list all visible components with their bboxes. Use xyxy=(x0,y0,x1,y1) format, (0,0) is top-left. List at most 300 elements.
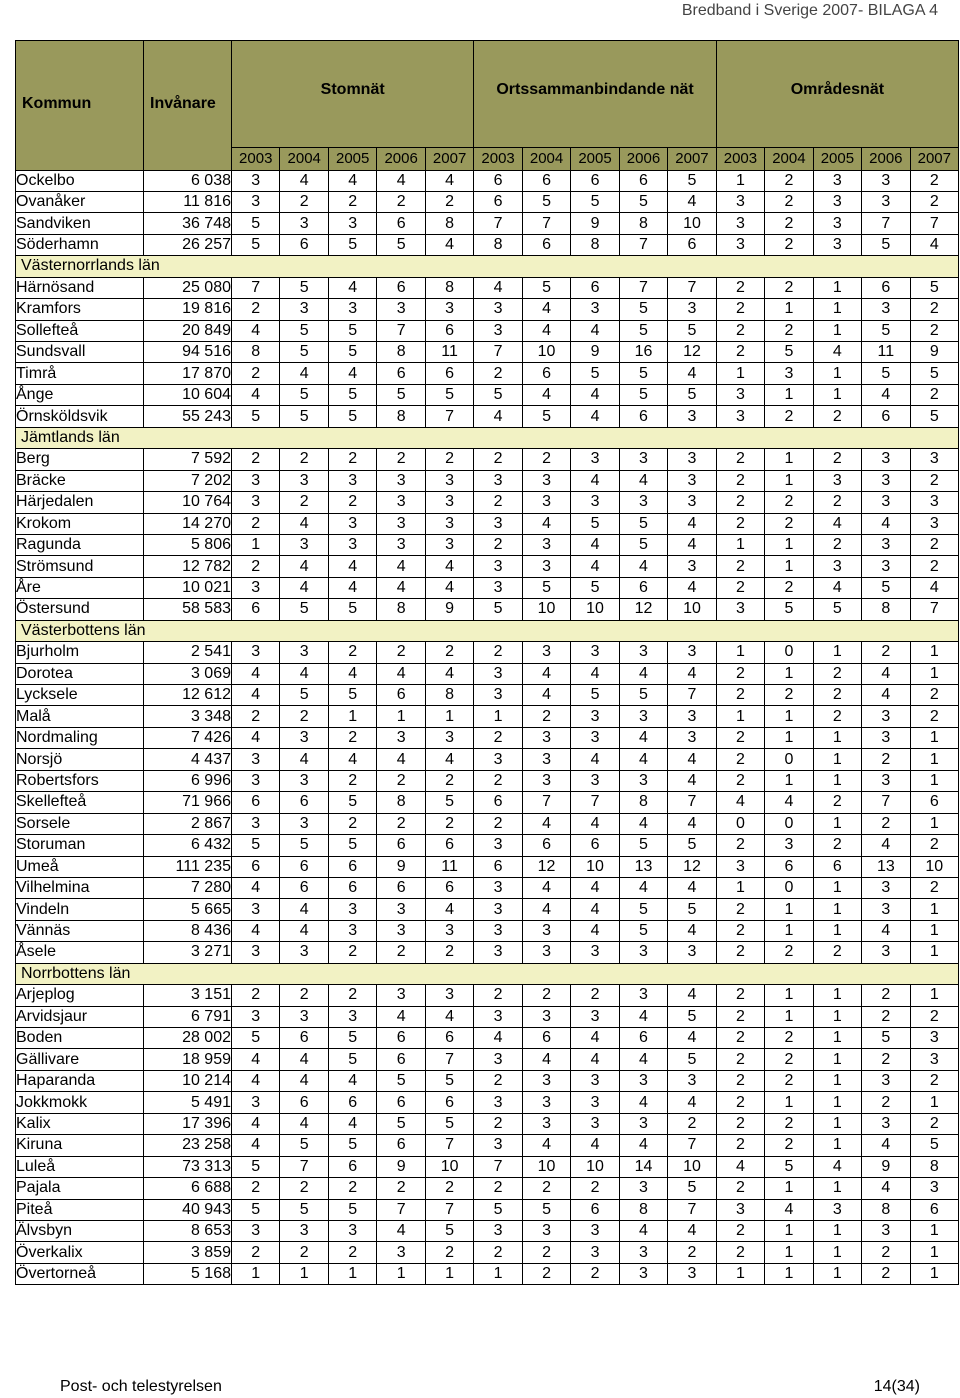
value-cell: 6 xyxy=(619,577,667,598)
value-cell: 2 xyxy=(716,1092,764,1113)
table-row xyxy=(16,213,959,234)
kommun-cell: Boden xyxy=(16,1028,144,1049)
value-cell: 7 xyxy=(377,320,425,341)
value-cell: 4 xyxy=(280,749,328,770)
value-cell: 2 xyxy=(232,706,280,727)
value-cell: 4 xyxy=(619,813,667,834)
value-cell: 1 xyxy=(813,985,861,1006)
value-cell: 6 xyxy=(571,277,619,298)
value-cell: 3 xyxy=(474,942,522,963)
value-cell: 4 xyxy=(280,899,328,920)
value-cell: 14 xyxy=(619,1156,667,1177)
value-cell: 2 xyxy=(910,470,958,491)
value-cell: 5 xyxy=(619,920,667,941)
table-row xyxy=(16,706,959,727)
year-header: 2005 xyxy=(571,147,619,170)
value-cell: 3 xyxy=(571,1242,619,1263)
value-cell: 5 xyxy=(910,1135,958,1156)
value-cell: 9 xyxy=(377,1156,425,1177)
kommun-cell: Sundsvall xyxy=(16,342,144,363)
value-cell: 2 xyxy=(765,685,813,706)
value-cell: 3 xyxy=(377,299,425,320)
kommun-cell: Pajala xyxy=(16,1178,144,1199)
value-cell: 10 xyxy=(571,1156,619,1177)
invanare-cell: 26 257 xyxy=(144,234,232,255)
value-cell: 2 xyxy=(716,899,764,920)
table-row xyxy=(16,191,959,212)
value-cell: 1 xyxy=(910,663,958,684)
value-cell: 4 xyxy=(328,363,376,384)
value-cell: 5 xyxy=(910,363,958,384)
kommun-cell: Ånge xyxy=(16,384,144,405)
table-row xyxy=(16,363,959,384)
value-cell: 3 xyxy=(425,985,473,1006)
value-cell: 3 xyxy=(232,642,280,663)
value-cell: 10 xyxy=(668,1156,716,1177)
value-cell: 5 xyxy=(765,342,813,363)
value-cell: 6 xyxy=(377,1049,425,1070)
value-cell: 1 xyxy=(328,706,376,727)
page-footer xyxy=(60,1378,920,1396)
value-cell: 2 xyxy=(862,1242,910,1263)
value-cell: 2 xyxy=(522,1178,570,1199)
value-cell: 3 xyxy=(280,727,328,748)
value-cell: 2 xyxy=(232,513,280,534)
value-cell: 4 xyxy=(716,792,764,813)
value-cell: 3 xyxy=(474,299,522,320)
value-cell: 5 xyxy=(377,1113,425,1134)
value-cell: 5 xyxy=(232,213,280,234)
invanare-cell: 4 437 xyxy=(144,749,232,770)
value-cell: 4 xyxy=(280,363,328,384)
value-cell: 3 xyxy=(716,406,764,427)
value-cell: 7 xyxy=(522,213,570,234)
value-cell: 5 xyxy=(280,384,328,405)
value-cell: 2 xyxy=(522,985,570,1006)
table-row xyxy=(16,406,959,427)
value-cell: 8 xyxy=(619,792,667,813)
invanare-cell: 6 038 xyxy=(144,170,232,191)
value-cell: 3 xyxy=(862,1220,910,1241)
value-cell: 4 xyxy=(280,1113,328,1134)
value-cell: 3 xyxy=(474,1006,522,1027)
value-cell: 6 xyxy=(910,792,958,813)
value-cell: 4 xyxy=(619,1049,667,1070)
value-cell: 2 xyxy=(813,835,861,856)
value-cell: 3 xyxy=(474,1092,522,1113)
value-cell: 4 xyxy=(862,685,910,706)
value-cell: 4 xyxy=(425,1006,473,1027)
value-cell: 2 xyxy=(862,1049,910,1070)
value-cell: 2 xyxy=(910,320,958,341)
value-cell: 3 xyxy=(232,1006,280,1027)
value-cell: 2 xyxy=(716,492,764,513)
value-cell: 1 xyxy=(765,663,813,684)
value-cell: 3 xyxy=(425,492,473,513)
value-cell: 7 xyxy=(522,792,570,813)
value-cell: 4 xyxy=(813,577,861,598)
value-cell: 4 xyxy=(425,749,473,770)
value-cell: 5 xyxy=(377,384,425,405)
value-cell: 3 xyxy=(571,942,619,963)
value-cell: 6 xyxy=(280,234,328,255)
value-cell: 1 xyxy=(765,706,813,727)
value-cell: 1 xyxy=(813,320,861,341)
value-cell: 2 xyxy=(377,642,425,663)
invanare-cell: 3 859 xyxy=(144,1242,232,1263)
value-cell: 5 xyxy=(862,320,910,341)
value-cell: 4 xyxy=(522,663,570,684)
invanare-cell: 7 280 xyxy=(144,877,232,898)
table-row xyxy=(16,1092,959,1113)
value-cell: 4 xyxy=(377,1006,425,1027)
value-cell: 4 xyxy=(813,1156,861,1177)
value-cell: 3 xyxy=(522,920,570,941)
value-cell: 2 xyxy=(813,492,861,513)
value-cell: 11 xyxy=(425,856,473,877)
invanare-cell: 6 791 xyxy=(144,1006,232,1027)
value-cell: 7 xyxy=(910,599,958,620)
value-cell: 2 xyxy=(716,985,764,1006)
value-cell: 3 xyxy=(813,191,861,212)
value-cell: 9 xyxy=(571,213,619,234)
value-cell: 2 xyxy=(571,1263,619,1284)
value-cell: 4 xyxy=(280,663,328,684)
value-cell: 6 xyxy=(425,1092,473,1113)
value-cell: 1 xyxy=(813,1178,861,1199)
value-cell: 5 xyxy=(765,599,813,620)
value-cell: 3 xyxy=(668,470,716,491)
value-cell: 6 xyxy=(619,170,667,191)
value-cell: 4 xyxy=(280,170,328,191)
value-cell: 3 xyxy=(668,727,716,748)
value-cell: 3 xyxy=(813,234,861,255)
value-cell: 2 xyxy=(522,706,570,727)
value-cell: 5 xyxy=(232,1156,280,1177)
value-cell: 0 xyxy=(765,877,813,898)
invanare-cell: 10 214 xyxy=(144,1070,232,1091)
kommun-cell: Vännäs xyxy=(16,920,144,941)
value-cell: 4 xyxy=(571,1049,619,1070)
value-cell: 5 xyxy=(328,342,376,363)
value-cell: 2 xyxy=(474,534,522,555)
value-cell: 6 xyxy=(280,877,328,898)
value-cell: 7 xyxy=(619,277,667,298)
value-cell: 5 xyxy=(280,342,328,363)
value-cell: 2 xyxy=(765,942,813,963)
value-cell: 4 xyxy=(571,320,619,341)
value-cell: 3 xyxy=(571,1006,619,1027)
value-cell: 3 xyxy=(571,492,619,513)
value-cell: 3 xyxy=(862,492,910,513)
table-row xyxy=(16,513,959,534)
value-cell: 1 xyxy=(716,534,764,555)
footer-publisher: Post- och telestyrelsen xyxy=(60,1378,222,1395)
value-cell: 2 xyxy=(813,706,861,727)
value-cell: 5 xyxy=(377,1070,425,1091)
value-cell: 2 xyxy=(425,942,473,963)
kommun-cell: Norsjö xyxy=(16,749,144,770)
value-cell: 4 xyxy=(280,1070,328,1091)
value-cell: 5 xyxy=(328,1049,376,1070)
value-cell: 2 xyxy=(716,320,764,341)
value-cell: 1 xyxy=(813,363,861,384)
value-cell: 4 xyxy=(522,685,570,706)
value-cell: 1 xyxy=(813,1113,861,1134)
value-cell: 5 xyxy=(425,1220,473,1241)
value-cell: 0 xyxy=(765,813,813,834)
value-cell: 4 xyxy=(813,342,861,363)
invanare-cell: 111 235 xyxy=(144,856,232,877)
table-row xyxy=(16,1220,959,1241)
invanare-cell: 3 069 xyxy=(144,663,232,684)
value-cell: 2 xyxy=(280,985,328,1006)
value-cell: 2 xyxy=(474,363,522,384)
value-cell: 3 xyxy=(474,470,522,491)
table-row xyxy=(16,1156,959,1177)
value-cell: 4 xyxy=(862,384,910,405)
value-cell: 6 xyxy=(328,1092,376,1113)
value-cell: 4 xyxy=(377,663,425,684)
invanare-cell: 28 002 xyxy=(144,1028,232,1049)
value-cell: 2 xyxy=(716,727,764,748)
value-cell: 6 xyxy=(377,1092,425,1113)
value-cell: 6 xyxy=(425,363,473,384)
value-cell: 2 xyxy=(474,1178,522,1199)
value-cell: 5 xyxy=(910,277,958,298)
kommun-cell: Storuman xyxy=(16,835,144,856)
value-cell: 1 xyxy=(813,1092,861,1113)
value-cell: 10 xyxy=(522,342,570,363)
value-cell: 3 xyxy=(474,877,522,898)
value-cell: 3 xyxy=(571,1113,619,1134)
value-cell: 2 xyxy=(862,642,910,663)
value-cell: 3 xyxy=(571,727,619,748)
value-cell: 3 xyxy=(862,534,910,555)
invanare-cell: 7 592 xyxy=(144,449,232,470)
value-cell: 2 xyxy=(474,1070,522,1091)
value-cell: 6 xyxy=(862,277,910,298)
value-cell: 3 xyxy=(474,663,522,684)
table-row xyxy=(16,1135,959,1156)
value-cell: 3 xyxy=(377,1242,425,1263)
section-row xyxy=(16,427,959,448)
kommun-header: Kommun xyxy=(16,41,144,148)
value-cell: 4 xyxy=(668,191,716,212)
value-cell: 1 xyxy=(910,1092,958,1113)
value-cell: 5 xyxy=(765,1156,813,1177)
value-cell: 3 xyxy=(425,727,473,748)
value-cell: 3 xyxy=(910,1049,958,1070)
value-cell: 3 xyxy=(328,470,376,491)
value-cell: 7 xyxy=(668,792,716,813)
value-cell: 2 xyxy=(328,727,376,748)
value-cell: 3 xyxy=(328,513,376,534)
value-cell: 3 xyxy=(522,642,570,663)
value-cell: 2 xyxy=(328,813,376,834)
value-cell: 9 xyxy=(425,599,473,620)
value-cell: 2 xyxy=(425,642,473,663)
value-cell: 5 xyxy=(668,899,716,920)
value-cell: 3 xyxy=(571,1070,619,1091)
value-cell: 6 xyxy=(522,1028,570,1049)
value-cell: 5 xyxy=(571,513,619,534)
value-cell: 8 xyxy=(425,277,473,298)
value-cell: 2 xyxy=(910,384,958,405)
value-cell: 5 xyxy=(619,685,667,706)
value-cell: 3 xyxy=(765,835,813,856)
value-cell: 2 xyxy=(280,449,328,470)
value-cell: 4 xyxy=(716,1156,764,1177)
value-cell: 3 xyxy=(474,899,522,920)
value-cell: 6 xyxy=(474,856,522,877)
value-cell: 5 xyxy=(619,899,667,920)
value-cell: 1 xyxy=(910,1220,958,1241)
value-cell: 3 xyxy=(862,191,910,212)
value-cell: 4 xyxy=(862,1178,910,1199)
year-header: 2005 xyxy=(813,147,861,170)
value-cell: 5 xyxy=(328,1135,376,1156)
year-header: 2007 xyxy=(668,147,716,170)
value-cell: 2 xyxy=(474,1113,522,1134)
group-header-stomnat: Stomnät xyxy=(232,41,474,148)
invanare-cell: 55 243 xyxy=(144,406,232,427)
value-cell: 5 xyxy=(619,835,667,856)
value-cell: 1 xyxy=(910,813,958,834)
value-cell: 3 xyxy=(280,213,328,234)
value-cell: 3 xyxy=(619,985,667,1006)
invanare-cell: 7 202 xyxy=(144,470,232,491)
value-cell: 3 xyxy=(328,299,376,320)
value-cell: 1 xyxy=(716,1263,764,1284)
value-cell: 3 xyxy=(522,470,570,491)
value-cell: 2 xyxy=(328,642,376,663)
invanare-cell: 58 583 xyxy=(144,599,232,620)
value-cell: 10 xyxy=(910,856,958,877)
table-row xyxy=(16,599,959,620)
value-cell: 3 xyxy=(716,384,764,405)
value-cell: 6 xyxy=(910,1199,958,1220)
value-cell: 1 xyxy=(716,170,764,191)
value-cell: 5 xyxy=(619,513,667,534)
value-cell: 2 xyxy=(280,1178,328,1199)
value-cell: 3 xyxy=(377,513,425,534)
value-cell: 4 xyxy=(328,749,376,770)
value-cell: 5 xyxy=(328,234,376,255)
value-cell: 2 xyxy=(910,1006,958,1027)
blank-cell xyxy=(144,147,232,170)
value-cell: 7 xyxy=(280,1156,328,1177)
value-cell: 5 xyxy=(862,363,910,384)
year-header: 2003 xyxy=(474,147,522,170)
kommun-cell: Umeå xyxy=(16,856,144,877)
value-cell: 5 xyxy=(232,835,280,856)
year-header: 2006 xyxy=(619,147,667,170)
value-cell: 5 xyxy=(522,577,570,598)
value-cell: 4 xyxy=(232,877,280,898)
value-cell: 5 xyxy=(425,384,473,405)
value-cell: 3 xyxy=(522,556,570,577)
value-cell: 3 xyxy=(619,642,667,663)
value-cell: 2 xyxy=(716,1049,764,1070)
invanare-cell: 10 021 xyxy=(144,577,232,598)
value-cell: 2 xyxy=(862,985,910,1006)
value-cell: 2 xyxy=(910,556,958,577)
value-cell: 3 xyxy=(232,749,280,770)
value-cell: 4 xyxy=(474,277,522,298)
value-cell: 4 xyxy=(668,813,716,834)
value-cell: 4 xyxy=(668,363,716,384)
value-cell: 1 xyxy=(765,1178,813,1199)
value-cell: 1 xyxy=(765,1220,813,1241)
value-cell: 5 xyxy=(862,234,910,255)
value-cell: 3 xyxy=(522,1006,570,1027)
value-cell: 5 xyxy=(571,191,619,212)
value-cell: 4 xyxy=(571,534,619,555)
kommun-cell: Åsele xyxy=(16,942,144,963)
value-cell: 2 xyxy=(716,685,764,706)
value-cell: 7 xyxy=(668,1135,716,1156)
value-cell: 9 xyxy=(862,1156,910,1177)
value-cell: 5 xyxy=(328,599,376,620)
value-cell: 5 xyxy=(232,1028,280,1049)
value-cell: 6 xyxy=(425,1028,473,1049)
value-cell: 2 xyxy=(474,492,522,513)
value-cell: 3 xyxy=(619,1113,667,1134)
value-cell: 3 xyxy=(522,1113,570,1134)
value-cell: 8 xyxy=(571,234,619,255)
value-cell: 3 xyxy=(232,899,280,920)
value-cell: 2 xyxy=(716,1135,764,1156)
table-row xyxy=(16,170,959,191)
value-cell: 5 xyxy=(668,1006,716,1027)
value-cell: 3 xyxy=(377,492,425,513)
value-cell: 4 xyxy=(813,513,861,534)
invanare-cell: 10 764 xyxy=(144,492,232,513)
value-cell: 6 xyxy=(232,599,280,620)
value-cell: 1 xyxy=(377,706,425,727)
value-cell: 4 xyxy=(668,985,716,1006)
value-cell: 4 xyxy=(474,406,522,427)
value-cell: 3 xyxy=(377,470,425,491)
value-cell: 8 xyxy=(425,685,473,706)
invanare-cell: 18 959 xyxy=(144,1049,232,1070)
kommun-cell: Arjeplog xyxy=(16,985,144,1006)
year-header: 2003 xyxy=(232,147,280,170)
kommun-cell: Robertsfors xyxy=(16,770,144,791)
value-cell: 3 xyxy=(619,492,667,513)
value-cell: 3 xyxy=(474,577,522,598)
value-cell: 12 xyxy=(668,856,716,877)
value-cell: 5 xyxy=(425,792,473,813)
value-cell: 3 xyxy=(328,213,376,234)
value-cell: 6 xyxy=(328,1156,376,1177)
value-cell: 4 xyxy=(619,663,667,684)
value-cell: 4 xyxy=(619,727,667,748)
value-cell: 2 xyxy=(813,663,861,684)
value-cell: 2 xyxy=(716,1220,764,1241)
value-cell: 3 xyxy=(425,470,473,491)
value-cell: 5 xyxy=(522,277,570,298)
value-cell: 1 xyxy=(765,470,813,491)
value-cell: 1 xyxy=(765,920,813,941)
value-cell: 5 xyxy=(619,320,667,341)
table-row xyxy=(16,234,959,255)
value-cell: 1 xyxy=(813,1049,861,1070)
value-cell: 4 xyxy=(280,1049,328,1070)
value-cell: 2 xyxy=(716,277,764,298)
value-cell: 1 xyxy=(765,1092,813,1113)
